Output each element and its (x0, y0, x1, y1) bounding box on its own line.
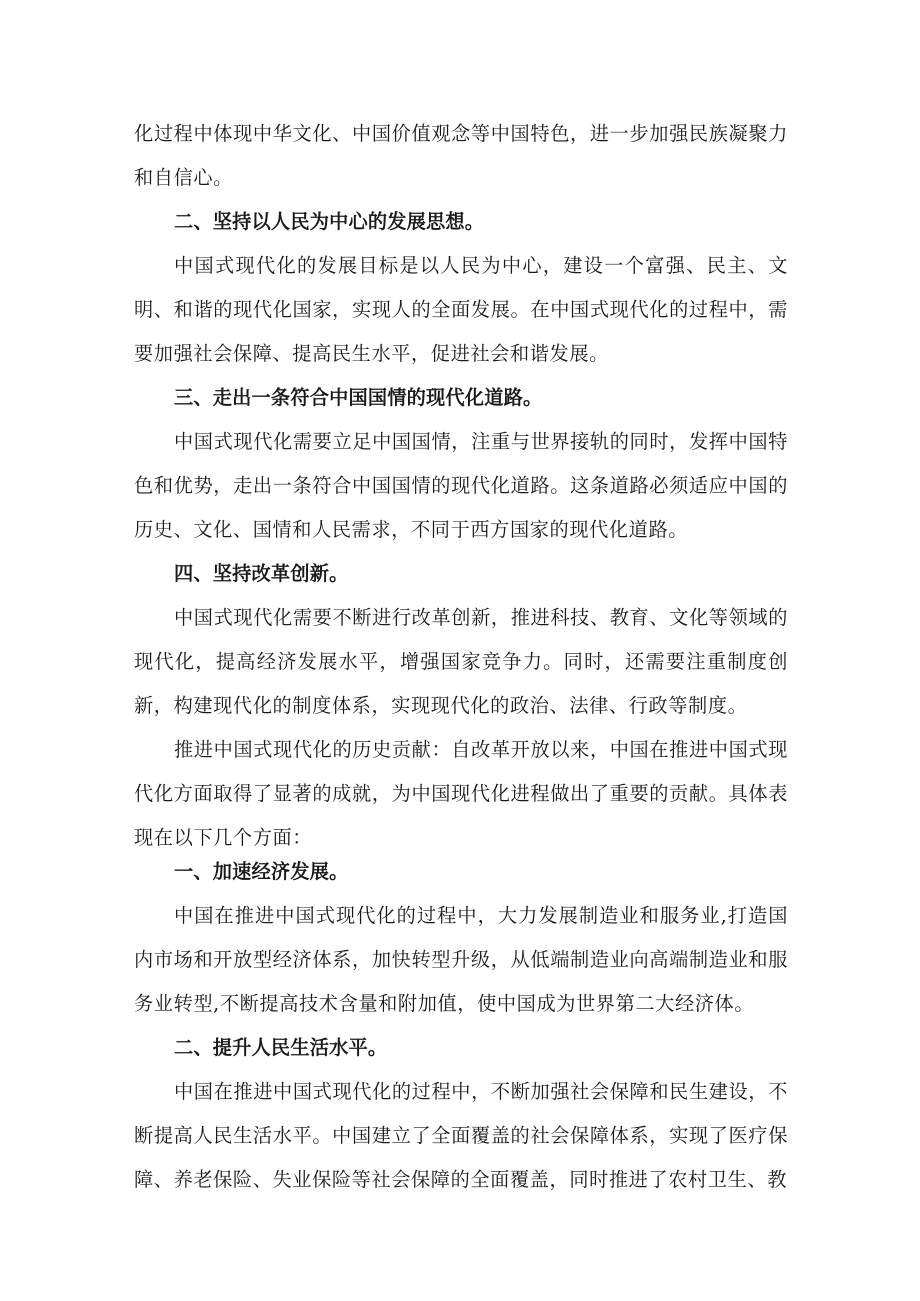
paragraph-people-centered: 中国式现代化的发展目标是以人民为中心，建设一个富强、民主、文明、和谐的现代化国家，实现人的全面发展。在中国式现代化的过程中，需要加强社会保障、提高民生水平，促进社会和谐发展。 (134, 254, 788, 365)
section-heading-2: 二、坚持以人民为中心的发展思想。 (174, 210, 485, 233)
paragraph-economic-development: 中国在推进中国式现代化的过程中，大力发展制造业和服务业,打造国内市场和开放型经济体系，加快转型升级，从低端制造业向高端制造业和服务业转型,不断提高技术含量和附加值，使中国成为世界第二大经济体。 (134, 904, 788, 1015)
section-heading-economy: 一、加速经济发展。 (174, 860, 349, 883)
section-heading-living-standards: 二、提升人民生活水平。 (174, 1036, 388, 1059)
paragraph-national-conditions: 中国式现代化需要立足中国国情，注重与世界接轨的同时，发挥中国特色和优势，走出一条符合中国国情的现代化道路。这条道路必须适应中国的历史、文化、国情和人民需求，不同于西方国家的现代化道路。 (134, 430, 788, 541)
section-heading-3: 三、走出一条符合中国国情的现代化道路。 (174, 386, 543, 409)
section-heading-4: 四、坚持改革创新。 (174, 562, 349, 585)
paragraph-historical-contribution: 推进中国式现代化的历史贡献：自改革开放以来，中国在推进中国式现代化方面取得了显著的成就，为中国现代化进程做出了重要的贡献。具体表现在以下几个方面： (134, 738, 788, 849)
paragraph-continuation: 化过程中体现中华文化、中国价值观念等中国特色，进一步加强民族凝聚力和自信心。 (134, 122, 788, 189)
paragraph-reform-innovation: 中国式现代化需要不断进行改革创新，推进科技、教育、文化等领域的现代化，提高经济发展水平，增强国家竞争力。同时，还需要注重制度创新，构建现代化的制度体系，实现现代化的政治、法律、行政等制度。 (134, 606, 788, 717)
paragraph-living-standards: 中国在推进中国式现代化的过程中，不断加强社会保障和民生建设，不断提高人民生活水平。中国建立了全面覆盖的社会保障体系，实现了医疗保障、养老保险、失业保险等社会保障的全面覆盖，同时推进了农村卫生、教 (134, 1080, 788, 1191)
